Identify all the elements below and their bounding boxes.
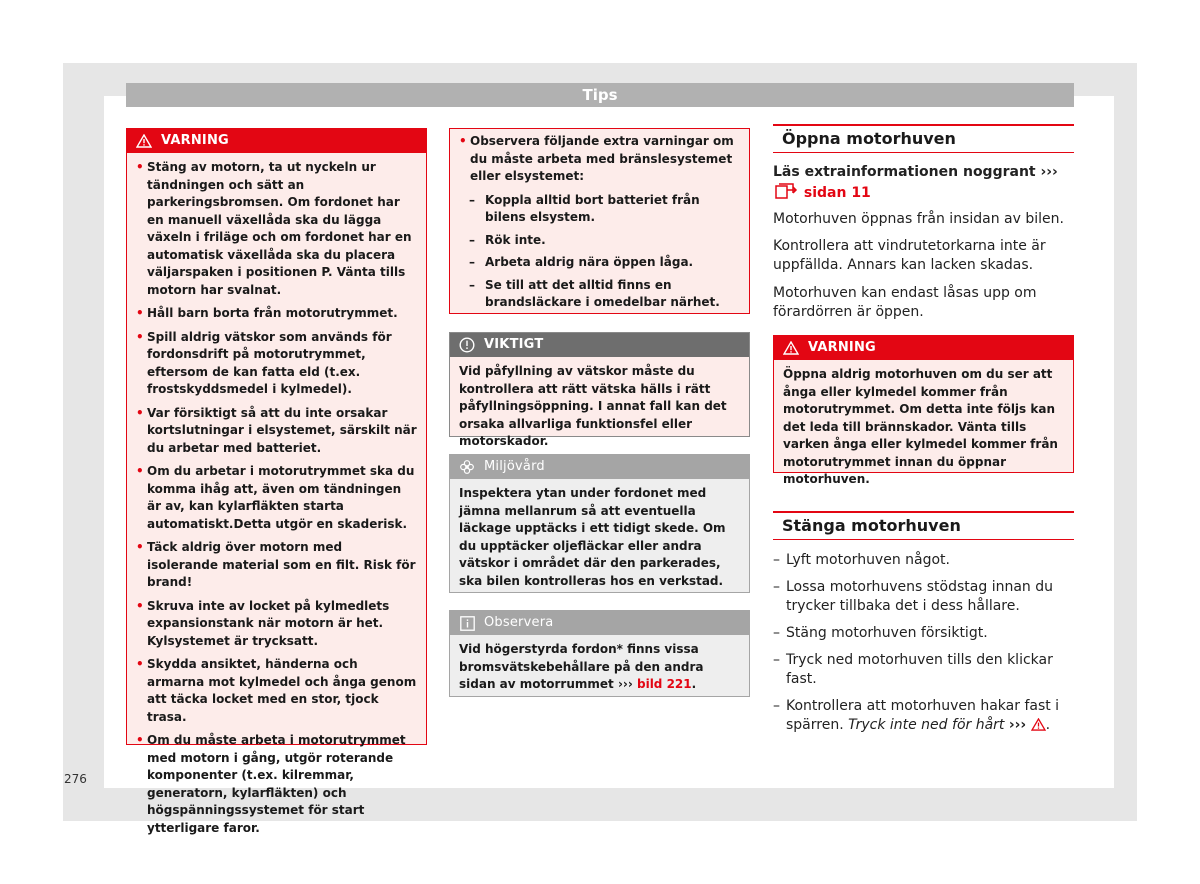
warning-sub-item: – Rök inte. <box>459 232 740 250</box>
flower-icon <box>458 458 476 476</box>
warning-triangle-icon[interactable] <box>1031 718 1046 737</box>
warning-box-continued <box>449 128 750 314</box>
warning-title: VARNING <box>161 133 229 149</box>
step-item <box>773 551 1074 570</box>
viktigt-box <box>449 332 750 448</box>
observera-box <box>449 610 750 697</box>
step-text: Lossa motorhuvens stödstag innan du trycker tillbaka det i dess hållare. <box>786 579 1053 614</box>
warning-triangle-icon <box>135 132 153 150</box>
observera-body <box>450 635 749 700</box>
warning-cont-intro: • Observera följande extra varningar om du måste arbeta med bränslesystemet eller elsystemet: <box>459 133 740 186</box>
read-more-text: Läs extrainformationen noggrant <box>773 164 1036 180</box>
warning-sub-item: – Arbeta aldrig nära öppen låga. <box>459 254 740 272</box>
step-text: Kontrollera att motorhuven hakar fast i spärren. <box>786 698 1060 733</box>
viktigt-header <box>450 333 749 357</box>
warning-text-right: Öppna aldrig motorhuven om du ser att ånga eller kylmedel kommer från motorutrymmet. Om detta inte följs kan det leda till brännskador. Vänta tills varken ånga eller kylmedel kommer från motorutrymmet innan du öppnar motorhuven. <box>783 367 1058 486</box>
open-hood-p1: Motorhuven öppnas från insidan av bilen. <box>773 211 1064 227</box>
warning-header-right <box>774 336 1073 360</box>
step-item <box>773 624 1074 643</box>
step-item <box>773 697 1074 737</box>
warning-item: • Om du arbetar i motorutrymmet ska du komma ihåg att, även om tändningen är av, kan kylarfläkten starta automatiskt.Detta utgör en skaderisk. <box>136 463 417 533</box>
figure-link[interactable]: bild 221 <box>636 677 692 691</box>
step-text: Tryck ned motorhuven tills den klickar fast. <box>786 652 1053 687</box>
page-number: 276 <box>64 772 87 786</box>
info-icon <box>458 336 476 354</box>
warning-box-right <box>773 335 1074 486</box>
warning-title-right: VARNING <box>808 340 876 356</box>
step-text: Lyft motorhuven något. <box>786 552 951 568</box>
miljo-header <box>450 455 749 479</box>
warning-sub-item: – Koppla alltid bort batteriet från bilens elsystem. <box>459 192 740 227</box>
warning-item: • Om du måste arbeta i motorutrymmet med motorn i gång, utgör roterande komponenter (t.ex. kilremmar, generatorn, kylarfläkten) och högspänningssystemet för start ytterligare faror. <box>136 732 417 837</box>
observera-header <box>450 611 749 635</box>
open-hood-p2: Kontrollera att vindrutetorkarna inte är uppfällda. Annars kan lacken skadas. <box>773 238 1046 273</box>
info-square-icon <box>458 614 476 632</box>
warning-header <box>127 129 426 153</box>
viktigt-title: VIKTIGT <box>484 337 544 353</box>
warning-item: • Stäng av motorn, ta ut nyckeln ur tändningen och sätt an parkeringsbromsen. Om fordonet har en manuell växellåda ska du lägga växeln i friläge och om fordonet har en automatisk växellåda ska du placera väljarspaken i positionen P. Vänta tills motorn har svalnat. <box>136 159 417 299</box>
warning-item: • Var försiktigt så att du inte orsakar kortslutningar i elsystemet, särskilt när du arbetar med batteriet. <box>136 405 417 458</box>
miljo-text: Inspektera ytan under fordonet med jämna mellanrum så att eventuella läckage upptäcks i ett tidigt skede. Om du upptäcker oljefläckar eller andra vätskor i området där den parkerades, ska bilen kontrolleras hos en verkstad. <box>459 486 726 588</box>
read-more-line <box>773 163 1074 206</box>
miljo-box <box>449 454 750 593</box>
arrow-marker: ››› <box>617 677 633 691</box>
arrow-marker: ››› <box>1008 717 1027 733</box>
section-header-tips: Tips <box>126 83 1074 107</box>
observera-title: Observera <box>484 615 554 631</box>
warning-item: • Håll barn borta från motorutrymmet. <box>136 305 417 323</box>
warning-box-left <box>126 128 427 835</box>
section-title-close-hood: Stänga motorhuven <box>773 511 1074 540</box>
warning-cont-body <box>450 129 749 318</box>
warning-item: • Spill aldrig vätskor som används för fordonsdrift på motorutrymmet, eftersom de kan fatta eld (t.ex. frostskyddsmedel i kylmedel). <box>136 329 417 399</box>
miljo-title: Miljövård <box>484 459 545 475</box>
arrow-marker: ››› <box>1040 164 1058 180</box>
warning-triangle-icon <box>782 339 800 357</box>
warning-cont-list <box>459 192 740 312</box>
warning-sub-item: – Se till att det alltid finns en brandsläckare i omedelbar närhet. <box>459 277 740 312</box>
observera-text: Vid högerstyrda fordon* finns vissa bromsvätskebehållare på den andra sidan av motorrummet <box>459 642 704 691</box>
warning-item: • Skydda ansiktet, händerna och armarna mot kylmedel och ånga genom att täcka locket med en stor, tjock trasa. <box>136 656 417 726</box>
section-title-open-hood: Öppna motorhuven <box>773 124 1074 153</box>
step-item <box>773 651 1074 689</box>
step-text: Stäng motorhuven försiktigt. <box>786 625 988 641</box>
period: . <box>691 677 697 691</box>
period: . <box>1045 717 1051 733</box>
book-icon[interactable] <box>773 182 799 206</box>
viktigt-text: Vid påfyllning av vätskor måste du kontrollera att rätt vätska hälls i rätt påfyllningsöppning. I annat fall kan det orsaka allvarliga funktionsfel eller motorskador. <box>459 364 727 448</box>
caution-text: Tryck inte ned för hårt <box>848 717 1005 733</box>
open-hood-p3: Motorhuven kan endast låsas upp om förardörren är öppen. <box>773 285 1037 320</box>
step-item <box>773 578 1074 616</box>
warning-item: • Skruva inte av locket på kylmedlets expansionstank när motorn är het. Kylsystemet är trycksatt. <box>136 598 417 651</box>
close-hood-steps <box>773 551 1074 745</box>
warning-item: • Täck aldrig över motorn med isolerande material som en filt. Risk för brand! <box>136 539 417 592</box>
warning-body <box>127 153 426 849</box>
page-ref-link[interactable]: sidan 11 <box>803 185 871 201</box>
